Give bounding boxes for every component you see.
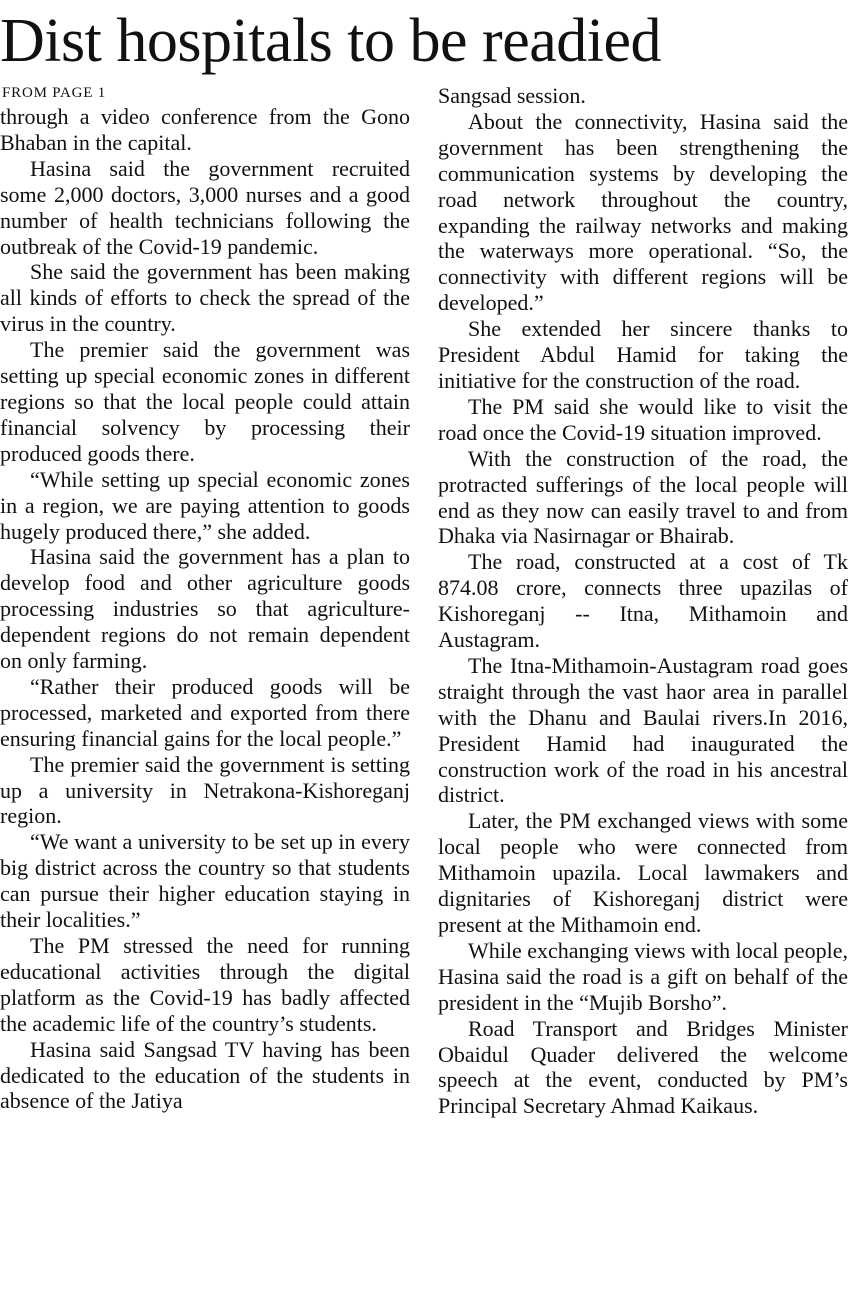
paragraph: “While setting up special economic zones in a region, we are paying attention to goods hugely produced there,” she added.: [0, 466, 410, 544]
paragraph: Hasina said Sangsad TV having has been dedicated to the education of the students in absence of the Jatiya: [0, 1036, 410, 1114]
paragraph: The Itna-Mithamoin-Austagram road goes straight through the vast haor area in parallel with the Dhanu and Baulai rivers.In 2016, President Hamid had inaugurated the construction work of the road in his ancestral district.: [438, 652, 848, 808]
paragraph: The PM said she would like to visit the road once the Covid-19 situation improved.: [438, 393, 848, 445]
paragraph: The premier said the government is setting up a university in Netrakona-Kishoreganj region.: [0, 751, 410, 829]
paragraph: “We want a university to be set up in every big district across the country so that students can pursue their higher education staying in their localities.”: [0, 829, 410, 933]
paragraph: With the construction of the road, the protracted sufferings of the local people will end as they now can easily travel to and from Dhaka via Nasirnagar or Bhairab.: [438, 445, 848, 549]
paragraph: Road Transport and Bridges Minister Obaidul Quader delivered the welcome speech at the event, conducted by PM’s Principal Secretary Ahmad Kaikaus.: [438, 1015, 848, 1119]
article-column-left: [0, 104, 410, 1114]
paragraph: The premier said the government was setting up special economic zones in different regions so that the local people could attain financial solvency by processing their produced goods there.: [0, 337, 410, 466]
paragraph: While exchanging views with local people, Hasina said the road is a gift on behalf of the president in the “Mujib Borsho”.: [438, 937, 848, 1015]
paragraph: The road, constructed at a cost of Tk 874.08 crore, connects three upazilas of Kishoreganj -- Itna, Mithamoin and Austagram.: [438, 549, 848, 653]
jump-label: FROM PAGE 1: [2, 85, 107, 101]
article-column-right: [438, 83, 848, 1119]
paragraph: She said the government has been making all kinds of efforts to check the spread of the virus in the country.: [0, 259, 410, 337]
paragraph: About the connectivity, Hasina said the government has been strengthening the communication systems by developing the road network throughout the country, expanding the railway networks and making the waterways more operational. “So, the connectivity with different regions will be developed.”: [438, 108, 848, 316]
paragraph: through a video conference from the Gono Bhaban in the capital.: [0, 104, 410, 155]
paragraph: “Rather their produced goods will be processed, marketed and exported from there ensuring financial gains for the local people.”: [0, 673, 410, 751]
paragraph: Later, the PM exchanged views with some local people who were connected from Mithamoin upazila. Local lawmakers and dignitaries of Kishoreganj district were present at the Mithamoin end.: [438, 808, 848, 937]
paragraph: Hasina said the government recruited some 2,000 doctors, 3,000 nurses and a good number of health technicians following the outbreak of the Covid-19 pandemic.: [0, 155, 410, 259]
paragraph: She extended her sincere thanks to President Abdul Hamid for taking the initiative for the construction of the road.: [438, 316, 848, 393]
paragraph: Sangsad session.: [438, 83, 586, 108]
headline: Dist hospitals to be readied: [0, 7, 661, 75]
paragraph: Hasina said the government has a plan to develop food and other agriculture goods processing industries so that agriculture-dependent regions do not remain dependent on only farming.: [0, 544, 410, 674]
paragraph: The PM stressed the need for running educational activities through the digital platform as the Covid-19 has badly affected the academic life of the country’s students.: [0, 933, 410, 1036]
